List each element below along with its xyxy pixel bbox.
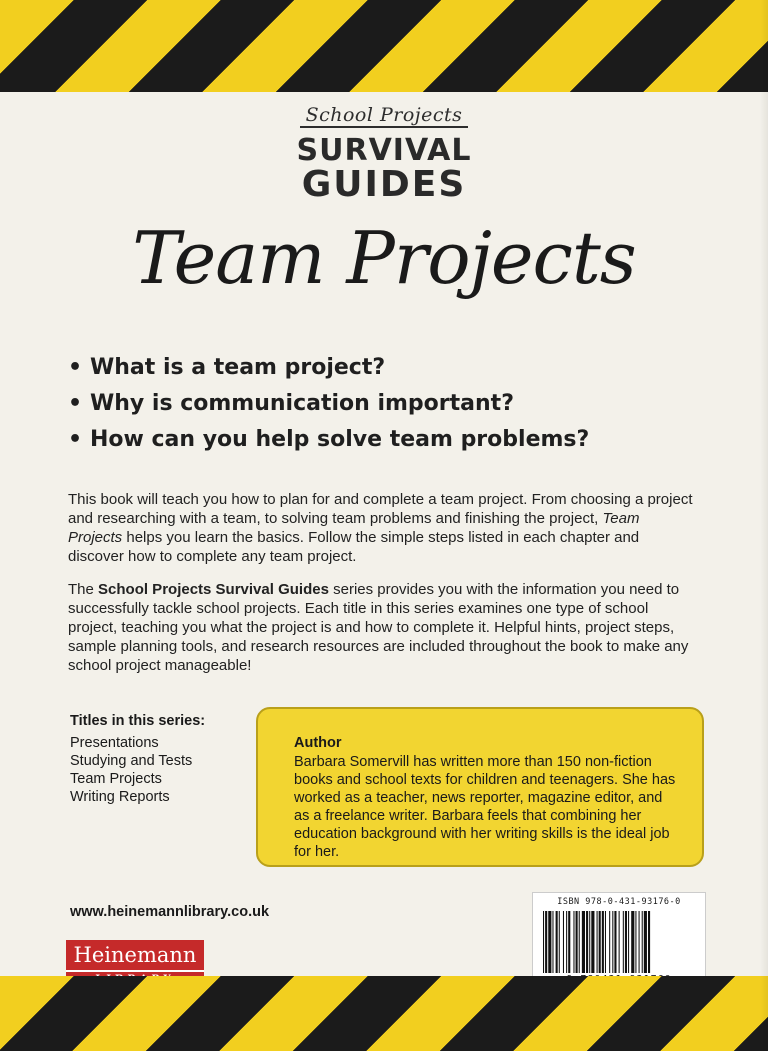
- barcode-bar: [625, 911, 627, 973]
- barcode-bar: [563, 911, 564, 973]
- barcode-bar: [635, 911, 636, 973]
- author-bio: Barbara Somervill has written more than 150 non-fiction books and school texts for children and teenagers. She has worked as a teacher, news reporter, magazine editor, and as a freelance writer. Barbara feels that combining her education background with her writing skills is the ideal job for her.: [294, 754, 676, 860]
- barcode-bar: [644, 911, 647, 973]
- hazard-stripe-top: [0, 0, 768, 92]
- series-title-item: Studying and Tests: [70, 753, 193, 769]
- question-item: • Why is communication important?: [68, 386, 589, 422]
- barcode-bar: [609, 911, 610, 973]
- bullet-icon: •: [68, 427, 83, 452]
- barcode-bar: [576, 911, 578, 973]
- barcode-bar: [559, 911, 560, 973]
- barcode-bar: [614, 911, 616, 973]
- series-logo-script: School Projects: [0, 104, 768, 126]
- barcode-bar: [623, 911, 624, 973]
- series-title-item: Writing Reports: [70, 789, 170, 805]
- barcode-bar: [579, 911, 580, 973]
- question-item: • What is a team project?: [68, 350, 589, 386]
- publisher-logo: Heinemann: [66, 940, 204, 988]
- description-paragraph: This book will teach you how to plan for and complete a team project. From choosing a project and researching with a team, to solving team problems and finishing the project, Team Projects helps you learn the basics. Follow the simple steps listed in each chapter and discover how to complete any team project.: [68, 491, 693, 565]
- question-item: • How can you help solve team problems?: [68, 422, 589, 458]
- series-logo-survival: SURVIVAL: [296, 133, 472, 168]
- isbn-label: ISBN 978-0-431-93176-0: [557, 897, 681, 907]
- series-titles: [70, 712, 205, 806]
- barcode-bar: [628, 911, 629, 973]
- barcode-bar: [597, 911, 598, 973]
- series-titles-heading: Titles in this series:: [70, 713, 206, 729]
- series-logo-guides: GUIDES: [301, 164, 467, 205]
- barcode-bar: [568, 911, 570, 973]
- barcode-bar: [602, 911, 604, 973]
- barcode-icon: [541, 911, 697, 973]
- question-list: [68, 350, 589, 458]
- author-box: [256, 707, 704, 867]
- barcode-bar: [591, 911, 594, 973]
- barcode-bar: [573, 911, 574, 973]
- barcode-bar: [582, 911, 585, 973]
- barcode-bar: [556, 911, 558, 973]
- barcode-bar: [605, 911, 606, 973]
- series-title-item: Team Projects: [70, 771, 162, 787]
- bullet-icon: •: [68, 355, 83, 380]
- barcode-bar: [552, 911, 553, 973]
- barcode-bar: [548, 911, 551, 973]
- author-heading: Author: [294, 735, 342, 751]
- publisher-website: www.heinemannlibrary.co.uk: [70, 904, 270, 920]
- barcode-bar: [619, 911, 620, 973]
- hazard-stripe-bottom: [0, 976, 768, 1051]
- series-title-item: Presentations: [70, 735, 159, 751]
- barcode-bar: [631, 911, 634, 973]
- book-title: Team Projects: [132, 216, 636, 300]
- barcode-bar: [639, 911, 640, 973]
- barcode-bar: [648, 911, 650, 973]
- barcode-bar: [599, 911, 601, 973]
- barcode-bar: [566, 911, 567, 973]
- barcode-bar: [586, 911, 588, 973]
- barcode-bar: [543, 911, 544, 973]
- barcode-bar: [612, 911, 613, 973]
- series-paragraph: The School Projects Survival Guides series provides you with the information you need to successfully tackle school projects. Each title in this series examines one type of school project, teaching you what the project is and how to complete it. Helpful hints, project steps, sample planning tools, and research resources are included throughout the book to make any school project manageable!: [68, 581, 689, 674]
- bullet-icon: •: [68, 391, 83, 416]
- spine-edge: [760, 0, 768, 1051]
- barcode-bar: [545, 911, 547, 973]
- barcode-bar: [589, 911, 590, 973]
- barcode-bar: [642, 911, 643, 973]
